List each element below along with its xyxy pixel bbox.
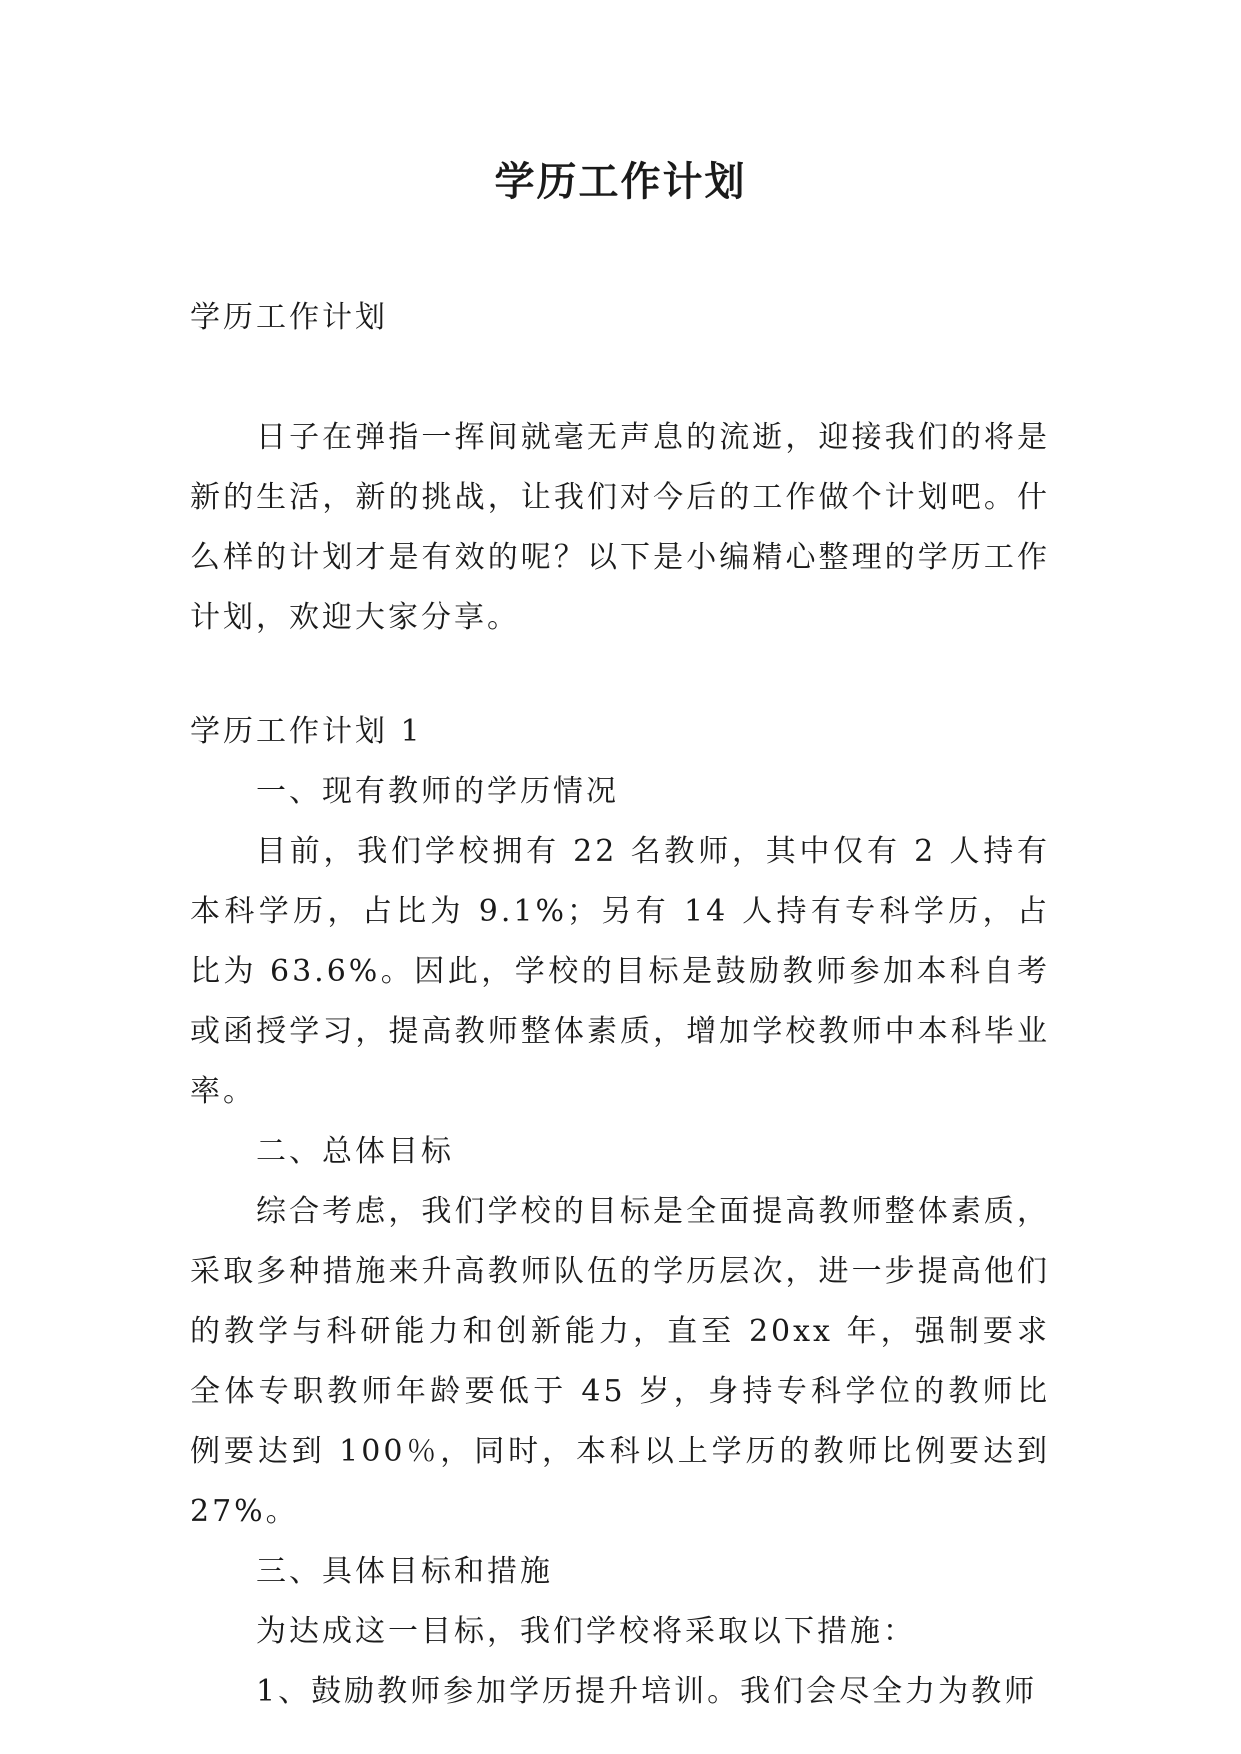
paragraph-overall-goal: 综合考虑，我们学校的目标是全面提高教师整体素质，采取多种措施来升高教师队伍的学历层次，进一步提高他们的教学与科研能力和创新能力，直至 20xx 年，强制要求全体专职教师年龄要低于 45 岁，身持专科学位的教师比例要达到 100％，同时，本科以上学历的教师比例要达到 27%。 <box>190 1194 1050 1529</box>
heading-specific-goals: 三、具体目标和措施 <box>256 1554 553 1589</box>
document-title: 学历工作计划 <box>494 158 747 205</box>
document-body <box>190 288 1050 1722</box>
section-title: 学历工作计划 1 <box>190 714 423 749</box>
paragraph-measures-intro: 为达成这一目标，我们学校将采取以下措施： <box>256 1614 916 1649</box>
heading-current-status: 一、现有教师的学历情况 <box>256 774 619 809</box>
heading-overall-goal: 二、总体目标 <box>256 1134 454 1169</box>
document-subtitle: 学历工作计划 <box>190 300 388 335</box>
intro-paragraph: 日子在弹指一挥间就毫无声息的流逝，迎接我们的将是新的生活，新的挑战，让我们对今后的工作做个计划吧。什么样的计划才是有效的呢？以下是小编精心整理的学历工作计划，欢迎大家分享。 <box>190 420 1050 635</box>
paragraph-measure-1: 1、鼓励教师参加学历提升培训。我们会尽全力为教师 <box>256 1674 1038 1709</box>
paragraph-current-status: 目前，我们学校拥有 22 名教师，其中仅有 2 人持有本科学历，占比为 9.1%；另有 14 人持有专科学历，占比为 63.6%。因此，学校的目标是鼓励教师参加本科自考或函授学习，提高教师整体素质，增加学校教师中本科毕业率。 <box>190 834 1050 1109</box>
